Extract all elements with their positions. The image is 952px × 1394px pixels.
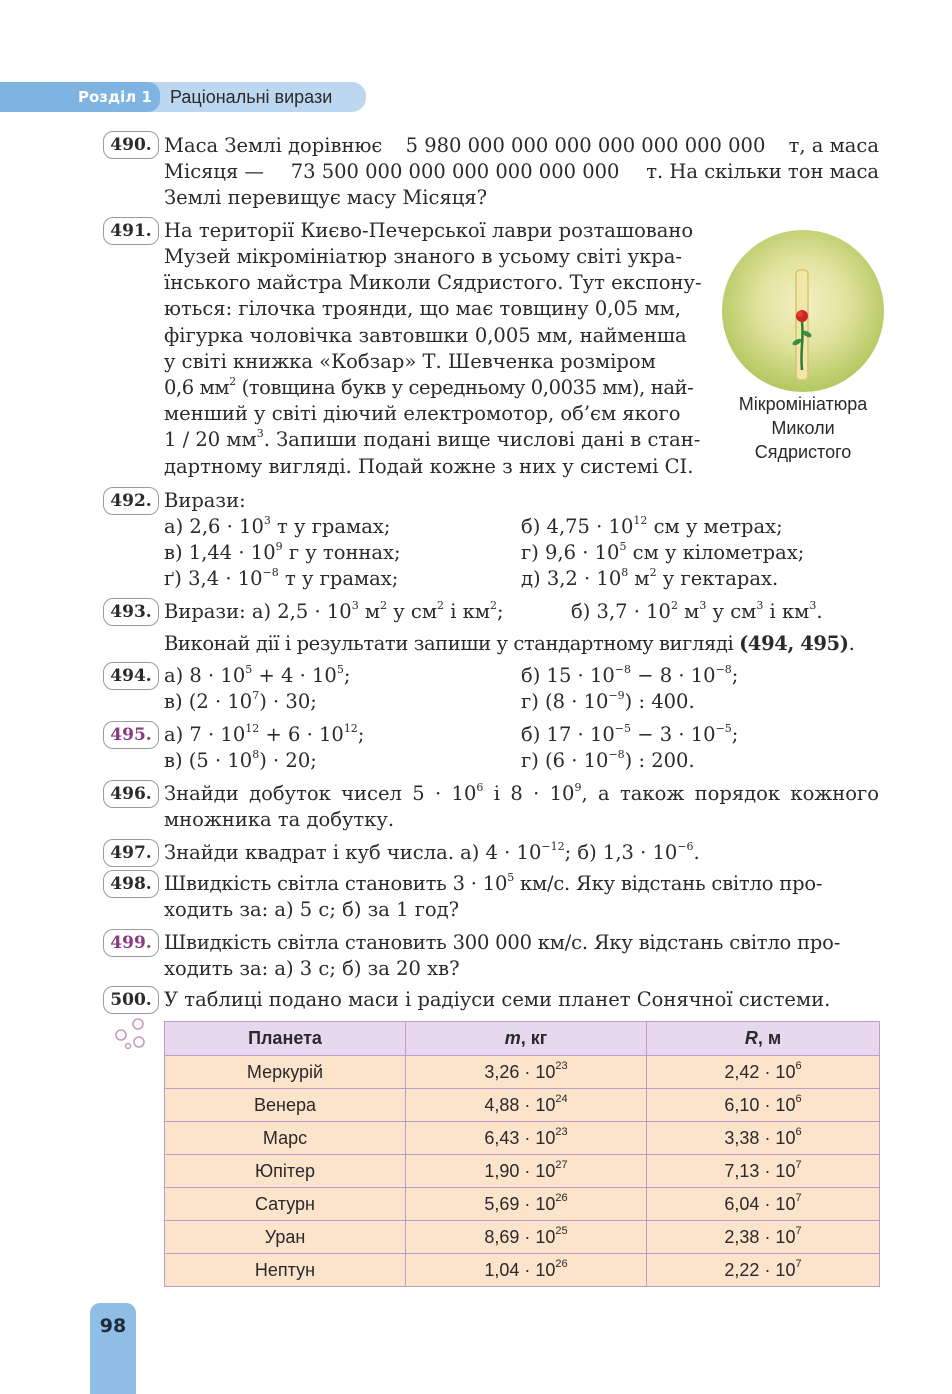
problem-491-line-6: у світі книжка «Кобзар» Т. Шевченка розміром bbox=[164, 350, 656, 373]
problem-number-494: 494. bbox=[103, 662, 159, 690]
exponent: 3 bbox=[263, 514, 271, 527]
text: ; bbox=[357, 723, 365, 746]
text: і км bbox=[763, 600, 810, 623]
exponent: 2 bbox=[490, 599, 498, 612]
problem-500-line-1: У таблиці подано маси і радіуси семи планет Сонячної системи. bbox=[164, 988, 831, 1011]
exponent: 8 bbox=[621, 566, 629, 579]
planet-mass bbox=[406, 1122, 647, 1155]
planet-radius bbox=[647, 1056, 880, 1089]
exponent: 5 bbox=[336, 663, 344, 676]
text: б) 15 · 10 bbox=[521, 664, 615, 687]
text: у гектарах. bbox=[656, 567, 779, 590]
problem-number-499: 499. bbox=[103, 929, 159, 957]
micro-miniature-photo bbox=[722, 230, 884, 392]
text: а) 7 · 10 bbox=[164, 723, 246, 746]
text: 5 980 000 000 000 000 000 000 000 bbox=[405, 134, 766, 157]
problem-number-500: 500. bbox=[103, 986, 159, 1014]
mass-symbol: m bbox=[504, 1028, 521, 1048]
exponent: 2 bbox=[649, 566, 657, 579]
text: м bbox=[628, 567, 650, 590]
planet-radius bbox=[647, 1188, 880, 1221]
exponent: 7 bbox=[795, 1257, 802, 1270]
radius-unit: , м bbox=[757, 1028, 782, 1048]
text: Знайди квадрат і куб числа. а) 4 · 10 bbox=[164, 841, 542, 864]
mantissa: 2,42 · 10 bbox=[724, 1061, 796, 1082]
problem-496-line-1 bbox=[164, 782, 879, 806]
problem-491-line-2: Музей мікромініатюр знаного в усьому світі укра- bbox=[164, 245, 682, 268]
planet-radius bbox=[647, 1254, 880, 1287]
planet-radius bbox=[647, 1122, 880, 1155]
exponent: 9 bbox=[275, 540, 283, 553]
section-label: Розділ 1 bbox=[0, 82, 160, 112]
problem-number-492: 492. bbox=[103, 487, 159, 515]
exponent: 25 bbox=[555, 1224, 568, 1237]
text: т. На скільки тон маса bbox=[646, 160, 879, 183]
exponent: 7 bbox=[252, 689, 260, 702]
text: см у метрах; bbox=[647, 515, 783, 538]
text: Швидкість світла становить 3 · 10 bbox=[164, 872, 508, 895]
exponent: 26 bbox=[555, 1191, 568, 1204]
text: . bbox=[848, 632, 855, 655]
problem-number-496: 496. bbox=[103, 780, 159, 808]
exponent: −5 bbox=[715, 722, 732, 735]
text: Маса Землі дорівнює bbox=[164, 134, 383, 157]
exponent: 3 bbox=[756, 599, 764, 612]
text: Місяця — bbox=[164, 160, 264, 183]
planet-name: Юпітер bbox=[165, 1155, 406, 1188]
exponent: −8 bbox=[262, 566, 279, 579]
exponent: 24 bbox=[555, 1092, 568, 1105]
exponent: 5 bbox=[245, 663, 253, 676]
exponent: 5 bbox=[619, 540, 627, 553]
text: і км bbox=[444, 600, 491, 623]
exponent: 2 bbox=[229, 375, 236, 388]
text: ; bbox=[343, 664, 351, 687]
problem-494-a bbox=[164, 664, 350, 688]
exponent: −8 bbox=[715, 663, 732, 676]
problem-number-495: 495. bbox=[103, 721, 159, 749]
problem-490-line-3: Землі перевищує масу Місяця? bbox=[164, 186, 488, 209]
planet-name: Нептун bbox=[165, 1254, 406, 1287]
exponent: −8 bbox=[614, 663, 631, 676]
text: в) 1,44 · 10 bbox=[164, 541, 276, 564]
header-planet: Планета bbox=[165, 1022, 406, 1056]
text: км/с. Яку відстань світло про- bbox=[514, 872, 823, 895]
header-mass bbox=[406, 1022, 647, 1056]
instruction-text bbox=[164, 632, 854, 656]
problem-reference: (494, 495) bbox=[739, 632, 849, 655]
table-row bbox=[165, 1254, 880, 1287]
text: ) · 20; bbox=[259, 749, 317, 772]
problem-491-line-3: їнського майстра Миколи Сядристого. Тут експону- bbox=[164, 271, 702, 294]
text: в) (2 · 10 bbox=[164, 690, 253, 713]
table-row bbox=[165, 1155, 880, 1188]
text: г) (6 · 10 bbox=[521, 749, 609, 772]
problem-493-a bbox=[164, 600, 504, 624]
exponent: 7 bbox=[795, 1191, 802, 1204]
problem-495-g bbox=[521, 749, 695, 773]
text: + 6 · 10 bbox=[259, 723, 344, 746]
text: у см bbox=[387, 600, 438, 623]
text: 73 500 000 000 000 000 000 000 bbox=[290, 160, 620, 183]
planet-mass bbox=[406, 1188, 647, 1221]
mantissa: 2,38 · 10 bbox=[724, 1226, 796, 1247]
exponent: 23 bbox=[555, 1059, 568, 1072]
text: т у грамах; bbox=[270, 515, 391, 538]
problem-490-line-2 bbox=[164, 160, 879, 184]
photo-caption-line-3: Сядристого bbox=[754, 442, 852, 462]
planet-mass bbox=[406, 1089, 647, 1122]
text: 0,6 мм bbox=[164, 376, 230, 399]
exponent: 3 bbox=[256, 427, 264, 440]
mantissa: 4,88 · 10 bbox=[484, 1094, 556, 1115]
text: . bbox=[816, 600, 823, 623]
text: ; bbox=[497, 600, 504, 623]
text: б) 4,75 · 10 bbox=[521, 515, 634, 538]
table-row bbox=[165, 1089, 880, 1122]
problem-498-line-1 bbox=[164, 872, 822, 896]
text: ; б) 1,3 · 10 bbox=[564, 841, 678, 864]
problem-492-intro: Вирази: bbox=[164, 489, 246, 512]
mantissa: 7,13 · 10 bbox=[724, 1160, 796, 1181]
table-row bbox=[165, 1188, 880, 1221]
problem-491-line-10: дартному вигляді. Подай кожне з них у системі СІ. bbox=[164, 455, 694, 478]
mantissa: 6,10 · 10 bbox=[724, 1094, 796, 1115]
text: ; bbox=[731, 723, 739, 746]
problem-498-line-2: ходить за: а) 5 с; б) за 1 год? bbox=[164, 898, 460, 921]
exponent: 6 bbox=[476, 781, 484, 794]
problem-496-line-2: множника та добутку. bbox=[164, 808, 395, 831]
exponent: −12 bbox=[541, 840, 565, 853]
page-number: 98 bbox=[99, 1315, 127, 1337]
exponent: 2 bbox=[437, 599, 445, 612]
problem-492-b bbox=[521, 515, 783, 539]
problem-495-a bbox=[164, 723, 364, 747]
text: б) 17 · 10 bbox=[521, 723, 615, 746]
mantissa: 6,04 · 10 bbox=[724, 1193, 796, 1214]
planet-mass bbox=[406, 1056, 647, 1089]
text: ) : 400. bbox=[624, 690, 695, 713]
exponent: 3 bbox=[699, 599, 707, 612]
problem-499-line-2: ходить за: а) 3 с; б) за 20 хв? bbox=[164, 957, 460, 980]
problem-499-line-1: Швидкість світла становить 300 000 км/с. Яку відстань світло про- bbox=[164, 931, 841, 954]
planet-name: Уран bbox=[165, 1221, 406, 1254]
mass-unit: , кг bbox=[520, 1028, 548, 1048]
problem-number-493: 493. bbox=[103, 598, 159, 626]
text: г) 9,6 · 10 bbox=[521, 541, 620, 564]
exponent: 5 bbox=[507, 871, 514, 884]
problem-492-d bbox=[521, 567, 778, 591]
table-row bbox=[165, 1122, 880, 1155]
exponent: 2 bbox=[380, 599, 388, 612]
planet-name: Марс bbox=[165, 1122, 406, 1155]
text: ; bbox=[731, 664, 739, 687]
text: 1 / 20 мм bbox=[164, 428, 257, 451]
exponent: 9 bbox=[574, 781, 582, 794]
exponent: −5 bbox=[614, 722, 631, 735]
text: (товщина букв у середньому 0,0035 мм), най- bbox=[235, 376, 694, 399]
planet-mass bbox=[406, 1221, 647, 1254]
problem-497-line-1 bbox=[164, 841, 700, 865]
exponent: 7 bbox=[795, 1158, 802, 1171]
problem-number-497: 497. bbox=[103, 839, 159, 867]
chapter-header bbox=[0, 82, 366, 112]
table-row bbox=[165, 1056, 880, 1089]
text: м bbox=[677, 600, 700, 623]
text: − 8 · 10 bbox=[631, 664, 716, 687]
text: ) · 30; bbox=[259, 690, 317, 713]
planet-mass bbox=[406, 1155, 647, 1188]
exponent: 6 bbox=[795, 1059, 802, 1072]
text: ) : 200. bbox=[624, 749, 695, 772]
problem-491-line-9 bbox=[164, 428, 700, 452]
text: в) (5 · 10 bbox=[164, 749, 253, 772]
problem-495-b bbox=[521, 723, 738, 747]
text: Знайди добуток чисел 5 · 10 bbox=[164, 782, 477, 805]
problem-490-line-1 bbox=[164, 134, 879, 158]
exponent: 3 bbox=[351, 599, 359, 612]
mantissa: 2,22 · 10 bbox=[724, 1259, 796, 1280]
table-row bbox=[165, 1221, 880, 1254]
mantissa: 5,69 · 10 bbox=[484, 1193, 556, 1214]
radius-symbol: R bbox=[744, 1028, 758, 1048]
text: г у тоннах; bbox=[282, 541, 401, 564]
exponent: 23 bbox=[555, 1125, 568, 1138]
exponent: −8 bbox=[608, 748, 625, 761]
text: Вирази: а) 2,5 · 10 bbox=[164, 600, 352, 623]
problem-491-line-1: На території Києво-Печерської лаври розташовано bbox=[164, 219, 694, 242]
problem-491-line-8: менший у світі діючий електромотор, об’єм якого bbox=[164, 402, 681, 425]
exponent: 12 bbox=[245, 722, 260, 735]
problem-494-b bbox=[521, 664, 738, 688]
exponent: 3 bbox=[809, 599, 817, 612]
problem-number-498: 498. bbox=[103, 870, 159, 898]
problem-492-v bbox=[164, 541, 401, 565]
problem-494-v bbox=[164, 690, 317, 714]
text: д) 3,2 · 10 bbox=[521, 567, 622, 590]
text: ґ) 3,4 · 10 bbox=[164, 567, 263, 590]
text: а) 8 · 10 bbox=[164, 664, 246, 687]
planet-name: Сатурн bbox=[165, 1188, 406, 1221]
text: м bbox=[358, 600, 381, 623]
problem-491-line-7 bbox=[164, 376, 693, 400]
problem-491-line-5: фігурка чоловічка завтовшки 0,005 мм, найменша bbox=[164, 324, 687, 347]
planet-name: Меркурій bbox=[165, 1056, 406, 1089]
problem-492-g bbox=[521, 541, 804, 565]
problem-492-a bbox=[164, 515, 390, 539]
text: у см bbox=[706, 600, 757, 623]
text: а) 2,6 · 10 bbox=[164, 515, 264, 538]
mantissa: 6,43 · 10 bbox=[484, 1127, 556, 1148]
chapter-title: Раціональні вирази bbox=[170, 87, 333, 107]
exponent: 26 bbox=[555, 1257, 568, 1270]
exponent: 12 bbox=[343, 722, 358, 735]
text: г) (8 · 10 bbox=[521, 690, 609, 713]
problem-493-b bbox=[571, 600, 823, 624]
exponent: 2 bbox=[670, 599, 678, 612]
mantissa: 1,90 · 10 bbox=[484, 1160, 556, 1181]
text: см у кілометрах; bbox=[626, 541, 805, 564]
exponent: 27 bbox=[555, 1158, 568, 1171]
planets-table bbox=[164, 1021, 880, 1287]
group-work-icon bbox=[112, 1018, 152, 1052]
mantissa: 3,38 · 10 bbox=[724, 1127, 796, 1148]
exponent: 6 bbox=[795, 1125, 802, 1138]
exponent: 8 bbox=[252, 748, 260, 761]
planet-radius bbox=[647, 1089, 880, 1122]
photo-caption-line-1: Мікромініатюра bbox=[738, 394, 868, 414]
problem-number-490: 490. bbox=[103, 131, 159, 159]
exponent: 12 bbox=[633, 514, 648, 527]
rose-in-needle-illustration bbox=[722, 230, 884, 392]
page-number-tab bbox=[90, 1303, 136, 1394]
text: б) 3,7 · 10 bbox=[571, 600, 671, 623]
text: т, а маса bbox=[788, 134, 879, 157]
problem-491-line-4: ються: гілочка троянди, що має товщину 0,05 мм, bbox=[164, 297, 681, 320]
mantissa: 8,69 · 10 bbox=[484, 1226, 556, 1247]
table-header-row bbox=[165, 1022, 880, 1056]
exponent: −6 bbox=[677, 840, 694, 853]
text: Виконай дії і результати запиши у стандартному вигляді bbox=[164, 632, 740, 655]
text: . bbox=[693, 841, 700, 864]
text: + 4 · 10 bbox=[252, 664, 337, 687]
planet-radius bbox=[647, 1221, 880, 1254]
problem-494-g bbox=[521, 690, 695, 714]
text: . Запиши подані вище числові дані в стан- bbox=[263, 428, 701, 451]
text: т у грамах; bbox=[278, 567, 399, 590]
text: − 3 · 10 bbox=[631, 723, 716, 746]
planet-radius bbox=[647, 1155, 880, 1188]
problem-492-gg bbox=[164, 567, 398, 591]
photo-caption-line-2: Миколи bbox=[771, 418, 835, 438]
mantissa: 3,26 · 10 bbox=[484, 1061, 556, 1082]
planet-mass bbox=[406, 1254, 647, 1287]
exponent: 6 bbox=[795, 1092, 802, 1105]
planet-name: Венера bbox=[165, 1089, 406, 1122]
exponent: −9 bbox=[608, 689, 625, 702]
text: і 8 · 10 bbox=[483, 782, 575, 805]
header-radius bbox=[647, 1022, 880, 1056]
problem-495-v bbox=[164, 749, 317, 773]
problem-number-491: 491. bbox=[103, 217, 159, 245]
mantissa: 1,04 · 10 bbox=[484, 1259, 556, 1280]
exponent: 7 bbox=[795, 1224, 802, 1237]
text: , а також порядок кожного bbox=[581, 782, 879, 805]
